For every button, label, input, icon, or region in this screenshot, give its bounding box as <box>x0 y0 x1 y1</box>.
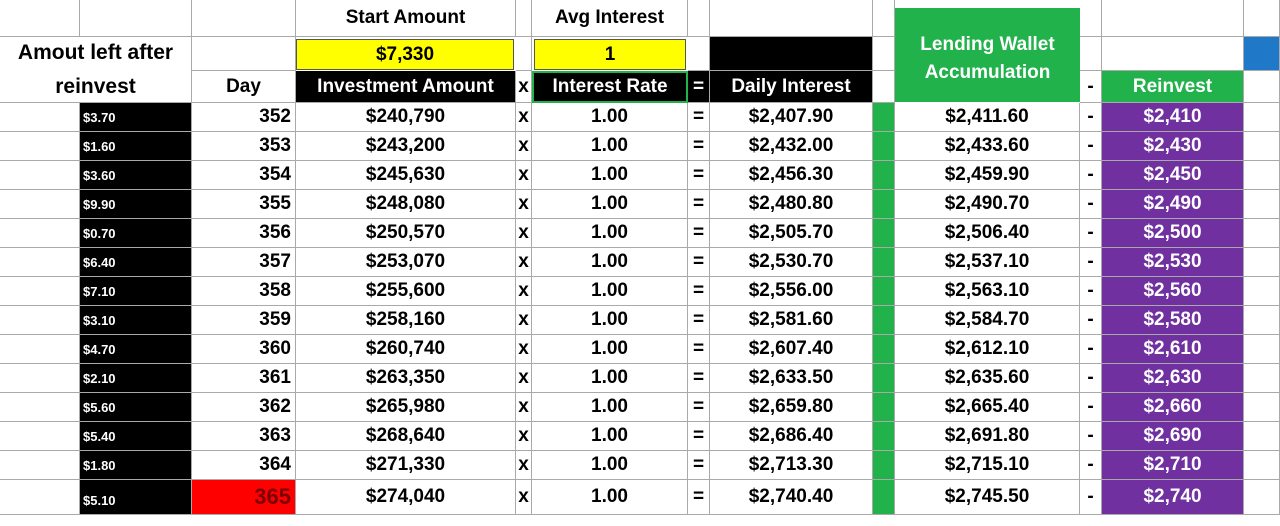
reinvest-cell[interactable]: $2,450 <box>1102 161 1244 190</box>
cell-blank[interactable] <box>1244 190 1280 219</box>
times-cell[interactable]: x <box>516 277 532 306</box>
reinvest-cell[interactable]: $2,560 <box>1102 277 1244 306</box>
equals-cell[interactable]: = <box>688 364 710 393</box>
reinvest-cell[interactable]: $2,630 <box>1102 364 1244 393</box>
amount-left-cell[interactable]: $4.70 <box>80 335 192 364</box>
green-fill-cell[interactable] <box>873 422 895 451</box>
investment-amount-cell[interactable]: $240,790 <box>296 103 516 132</box>
green-fill-cell[interactable] <box>873 480 895 515</box>
avg-interest-value[interactable]: 1 <box>534 39 686 70</box>
equals-cell[interactable]: = <box>688 393 710 422</box>
investment-amount-cell[interactable]: $245,630 <box>296 161 516 190</box>
amount-left-header[interactable] <box>0 37 192 103</box>
green-fill-cell[interactable] <box>873 277 895 306</box>
equals-cell[interactable]: = <box>688 335 710 364</box>
reinvest-cell[interactable]: $2,500 <box>1102 219 1244 248</box>
amount-left-cell[interactable]: $5.60 <box>80 393 192 422</box>
cell-blank[interactable] <box>0 132 80 161</box>
amount-left-cell[interactable]: $9.90 <box>80 190 192 219</box>
investment-amount-cell[interactable]: $248,080 <box>296 190 516 219</box>
amount-left-cell[interactable]: $2.10 <box>80 364 192 393</box>
daily-interest-cell[interactable]: $2,740.40 <box>710 480 873 515</box>
start-amount-label[interactable]: Start Amount <box>296 0 516 37</box>
cell-blank[interactable] <box>0 422 80 451</box>
daily-interest-cell[interactable]: $2,633.50 <box>710 364 873 393</box>
cell-blank[interactable] <box>1080 37 1102 71</box>
minus-cell[interactable]: - <box>1080 161 1102 190</box>
day-cell[interactable]: 358 <box>192 277 296 306</box>
reinvest-cell[interactable]: $2,490 <box>1102 190 1244 219</box>
lending-wallet-cell[interactable]: $2,745.50 <box>895 480 1080 515</box>
equals-cell[interactable]: = <box>688 480 710 515</box>
investment-amount-cell[interactable]: $258,160 <box>296 306 516 335</box>
reinvest-cell[interactable]: $2,410 <box>1102 103 1244 132</box>
amount-left-label-1: Amout left after <box>17 40 174 64</box>
cell-blank[interactable] <box>873 37 895 71</box>
reinvest-cell[interactable]: $2,610 <box>1102 335 1244 364</box>
lending-wallet-cell[interactable]: $2,584.70 <box>895 306 1080 335</box>
cell-blank[interactable] <box>80 0 192 37</box>
green-fill-cell[interactable] <box>873 306 895 335</box>
cell-blank[interactable] <box>0 306 80 335</box>
cell-blank[interactable] <box>1244 103 1280 132</box>
cell-blank[interactable] <box>1244 277 1280 306</box>
interest-rate-cell[interactable]: 1.00 <box>532 277 688 306</box>
daily-interest-header[interactable]: Daily Interest <box>710 71 873 103</box>
times-cell[interactable]: x <box>516 190 532 219</box>
minus-cell[interactable]: - <box>1080 248 1102 277</box>
lending-wallet-cell[interactable]: $2,433.60 <box>895 132 1080 161</box>
cell-blank[interactable] <box>1244 364 1280 393</box>
investment-amount-header[interactable]: Investment Amount <box>296 71 516 103</box>
start-amount-value[interactable]: $7,330 <box>296 39 514 70</box>
equals-cell[interactable]: = <box>688 132 710 161</box>
times-cell[interactable]: x <box>516 161 532 190</box>
cell-blank[interactable] <box>1244 335 1280 364</box>
equals-cell[interactable]: = <box>688 306 710 335</box>
reinvest-cell[interactable]: $2,580 <box>1102 306 1244 335</box>
reinvest-cell[interactable]: $2,710 <box>1102 451 1244 480</box>
lending-wallet-cell[interactable]: $2,490.70 <box>895 190 1080 219</box>
lending-wallet-cell[interactable]: $2,563.10 <box>895 277 1080 306</box>
reinvest-cell[interactable]: $2,660 <box>1102 393 1244 422</box>
cell-blank[interactable] <box>0 277 80 306</box>
interest-rate-cell[interactable]: 1.00 <box>532 451 688 480</box>
investment-amount-cell[interactable]: $253,070 <box>296 248 516 277</box>
interest-rate-cell[interactable]: 1.00 <box>532 132 688 161</box>
amount-left-cell[interactable]: $3.10 <box>80 306 192 335</box>
investment-amount-cell[interactable]: $250,570 <box>296 219 516 248</box>
blue-fill-cell[interactable] <box>1244 37 1280 71</box>
times-cell[interactable]: x <box>516 451 532 480</box>
day-cell[interactable]: 361 <box>192 364 296 393</box>
cell-blank[interactable] <box>688 37 710 71</box>
daily-interest-cell[interactable]: $2,432.00 <box>710 132 873 161</box>
minus-cell[interactable]: - <box>1080 306 1102 335</box>
cell-blank[interactable] <box>0 190 80 219</box>
cell-blank[interactable] <box>0 161 80 190</box>
interest-rate-cell[interactable]: 1.00 <box>532 480 688 515</box>
black-fill-cell[interactable] <box>710 37 873 71</box>
times-cell[interactable]: x <box>516 335 532 364</box>
equals-cell[interactable]: = <box>688 103 710 132</box>
green-fill-cell[interactable] <box>873 103 895 132</box>
times-cell[interactable]: x <box>516 364 532 393</box>
cell-blank[interactable] <box>0 480 80 515</box>
day-cell[interactable]: 360 <box>192 335 296 364</box>
cell-blank[interactable] <box>1244 422 1280 451</box>
cell-blank[interactable] <box>1244 480 1280 515</box>
lending-wallet-cell[interactable]: $2,506.40 <box>895 219 1080 248</box>
cell-blank[interactable] <box>516 0 532 37</box>
times-cell[interactable]: x <box>516 393 532 422</box>
lending-wallet-label-1: Lending Wallet <box>920 34 1055 55</box>
minus-cell[interactable]: - <box>1080 277 1102 306</box>
minus-cell[interactable]: - <box>1080 422 1102 451</box>
times-cell[interactable]: x <box>516 480 532 515</box>
times-cell[interactable]: x <box>516 306 532 335</box>
minus-cell[interactable]: - <box>1080 480 1102 515</box>
cell-blank[interactable] <box>1244 248 1280 277</box>
cell-blank[interactable] <box>192 37 296 71</box>
day-cell[interactable]: 365 <box>192 480 296 515</box>
interest-rate-cell[interactable]: 1.00 <box>532 393 688 422</box>
green-fill-cell[interactable] <box>873 248 895 277</box>
minus-cell[interactable]: - <box>1080 393 1102 422</box>
equals-cell[interactable]: = <box>688 451 710 480</box>
cell-blank[interactable] <box>1244 219 1280 248</box>
interest-rate-cell[interactable]: 1.00 <box>532 248 688 277</box>
reinvest-cell[interactable]: $2,740 <box>1102 480 1244 515</box>
investment-amount-cell[interactable]: $271,330 <box>296 451 516 480</box>
daily-interest-cell[interactable]: $2,713.30 <box>710 451 873 480</box>
minus-cell[interactable]: - <box>1080 132 1102 161</box>
daily-interest-cell[interactable]: $2,407.90 <box>710 103 873 132</box>
reinvest-cell[interactable]: $2,530 <box>1102 248 1244 277</box>
day-cell[interactable]: 359 <box>192 306 296 335</box>
amount-left-cell[interactable]: $5.10 <box>80 480 192 515</box>
cell-blank[interactable] <box>0 103 80 132</box>
lending-wallet-cell[interactable]: $2,537.10 <box>895 248 1080 277</box>
daily-interest-cell[interactable]: $2,505.70 <box>710 219 873 248</box>
green-fill-cell[interactable] <box>873 161 895 190</box>
minus-cell[interactable]: - <box>1080 190 1102 219</box>
green-fill-cell[interactable] <box>873 190 895 219</box>
day-cell[interactable]: 353 <box>192 132 296 161</box>
daily-interest-cell[interactable]: $2,456.30 <box>710 161 873 190</box>
lending-wallet-label-2: Accumulation <box>924 62 1051 83</box>
day-cell[interactable]: 352 <box>192 103 296 132</box>
interest-rate-header[interactable]: Interest Rate <box>532 71 688 103</box>
cell-blank[interactable] <box>0 0 80 37</box>
day-header[interactable]: Day <box>192 71 296 103</box>
day-cell[interactable]: 357 <box>192 248 296 277</box>
day-cell[interactable]: 355 <box>192 190 296 219</box>
equals-cell[interactable]: = <box>688 161 710 190</box>
cell-blank[interactable] <box>710 0 873 37</box>
cell-blank[interactable] <box>1244 161 1280 190</box>
day-cell[interactable]: 363 <box>192 422 296 451</box>
cell-blank[interactable] <box>516 37 532 71</box>
minus-header[interactable]: - <box>1080 71 1102 103</box>
times-cell[interactable]: x <box>516 248 532 277</box>
amount-left-cell[interactable]: $7.10 <box>80 277 192 306</box>
day-cell[interactable]: 362 <box>192 393 296 422</box>
equals-cell[interactable]: = <box>688 277 710 306</box>
amount-left-cell[interactable]: $3.60 <box>80 161 192 190</box>
green-fill-cell[interactable] <box>873 219 895 248</box>
daily-interest-cell[interactable]: $2,581.60 <box>710 306 873 335</box>
green-fill-cell[interactable] <box>873 132 895 161</box>
cell-blank[interactable] <box>1244 71 1280 103</box>
day-cell[interactable]: 354 <box>192 161 296 190</box>
minus-cell[interactable]: - <box>1080 335 1102 364</box>
cell-blank[interactable] <box>0 248 80 277</box>
interest-rate-cell[interactable]: 1.00 <box>532 335 688 364</box>
green-fill-cell[interactable] <box>873 335 895 364</box>
cell-blank[interactable] <box>1244 306 1280 335</box>
interest-rate-cell[interactable]: 1.00 <box>532 219 688 248</box>
investment-amount-cell[interactable]: $265,980 <box>296 393 516 422</box>
amount-left-cell[interactable]: $6.40 <box>80 248 192 277</box>
cell-blank[interactable] <box>1102 37 1244 71</box>
investment-amount-cell[interactable]: $263,350 <box>296 364 516 393</box>
green-fill-cell[interactable] <box>873 393 895 422</box>
lending-wallet-header[interactable] <box>895 8 1080 102</box>
times-cell[interactable]: x <box>516 422 532 451</box>
cell-blank[interactable] <box>873 0 895 37</box>
lending-wallet-cell[interactable]: $2,411.60 <box>895 103 1080 132</box>
interest-rate-cell[interactable]: 1.00 <box>532 161 688 190</box>
interest-rate-cell[interactable]: 1.00 <box>532 422 688 451</box>
amount-left-cell[interactable]: $5.40 <box>80 422 192 451</box>
equals-cell[interactable]: = <box>688 219 710 248</box>
cell-blank[interactable] <box>1244 132 1280 161</box>
minus-cell[interactable]: - <box>1080 219 1102 248</box>
daily-interest-cell[interactable]: $2,686.40 <box>710 422 873 451</box>
day-cell[interactable]: 356 <box>192 219 296 248</box>
green-fill-cell[interactable] <box>873 451 895 480</box>
interest-rate-cell[interactable]: 1.00 <box>532 103 688 132</box>
cell-blank[interactable] <box>873 71 895 103</box>
equals-cell[interactable]: = <box>688 248 710 277</box>
reinvest-header[interactable]: Reinvest <box>1102 71 1244 103</box>
cell-blank[interactable] <box>1244 451 1280 480</box>
green-fill-cell[interactable] <box>873 364 895 393</box>
lending-wallet-cell[interactable]: $2,612.10 <box>895 335 1080 364</box>
times-cell[interactable]: x <box>516 132 532 161</box>
cell-blank[interactable] <box>0 219 80 248</box>
lending-wallet-cell[interactable]: $2,459.90 <box>895 161 1080 190</box>
minus-cell[interactable]: - <box>1080 364 1102 393</box>
times-header[interactable]: x <box>516 71 532 103</box>
interest-rate-cell[interactable]: 1.00 <box>532 190 688 219</box>
reinvest-cell[interactable]: $2,430 <box>1102 132 1244 161</box>
daily-interest-cell[interactable]: $2,607.40 <box>710 335 873 364</box>
equals-cell[interactable]: = <box>688 190 710 219</box>
cell-blank[interactable] <box>1244 393 1280 422</box>
times-cell[interactable]: x <box>516 219 532 248</box>
investment-amount-cell[interactable]: $243,200 <box>296 132 516 161</box>
investment-amount-cell[interactable]: $255,600 <box>296 277 516 306</box>
equals-header[interactable]: = <box>688 71 710 103</box>
cell-blank[interactable] <box>0 393 80 422</box>
times-cell[interactable]: x <box>516 103 532 132</box>
investment-amount-cell[interactable]: $274,040 <box>296 480 516 515</box>
avg-interest-label[interactable]: Avg Interest <box>532 0 688 37</box>
interest-rate-cell[interactable]: 1.00 <box>532 306 688 335</box>
lending-wallet-cell[interactable]: $2,635.60 <box>895 364 1080 393</box>
day-cell[interactable]: 364 <box>192 451 296 480</box>
lending-wallet-cell[interactable]: $2,691.80 <box>895 422 1080 451</box>
lending-wallet-cell[interactable]: $2,715.10 <box>895 451 1080 480</box>
cell-blank[interactable] <box>1244 0 1280 37</box>
cell-blank[interactable] <box>192 0 296 37</box>
equals-cell[interactable]: = <box>688 422 710 451</box>
amount-left-cell[interactable]: $0.70 <box>80 219 192 248</box>
cell-blank[interactable] <box>688 0 710 37</box>
cell-blank[interactable] <box>0 335 80 364</box>
cell-blank[interactable] <box>1080 0 1102 37</box>
amount-left-cell[interactable]: $3.70 <box>80 103 192 132</box>
reinvest-cell[interactable]: $2,690 <box>1102 422 1244 451</box>
lending-wallet-cell[interactable]: $2,665.40 <box>895 393 1080 422</box>
daily-interest-cell[interactable]: $2,556.00 <box>710 277 873 306</box>
daily-interest-cell[interactable]: $2,480.80 <box>710 190 873 219</box>
cell-blank[interactable] <box>0 451 80 480</box>
amount-left-label-2: reinvest <box>55 74 136 98</box>
daily-interest-cell[interactable]: $2,659.80 <box>710 393 873 422</box>
investment-amount-cell[interactable]: $268,640 <box>296 422 516 451</box>
cell-blank[interactable] <box>0 364 80 393</box>
minus-cell[interactable]: - <box>1080 103 1102 132</box>
cell-blank[interactable] <box>1102 0 1244 37</box>
interest-rate-cell[interactable]: 1.00 <box>532 364 688 393</box>
investment-amount-cell[interactable]: $260,740 <box>296 335 516 364</box>
amount-left-cell[interactable]: $1.60 <box>80 132 192 161</box>
daily-interest-cell[interactable]: $2,530.70 <box>710 248 873 277</box>
amount-left-cell[interactable]: $1.80 <box>80 451 192 480</box>
minus-cell[interactable]: - <box>1080 451 1102 480</box>
